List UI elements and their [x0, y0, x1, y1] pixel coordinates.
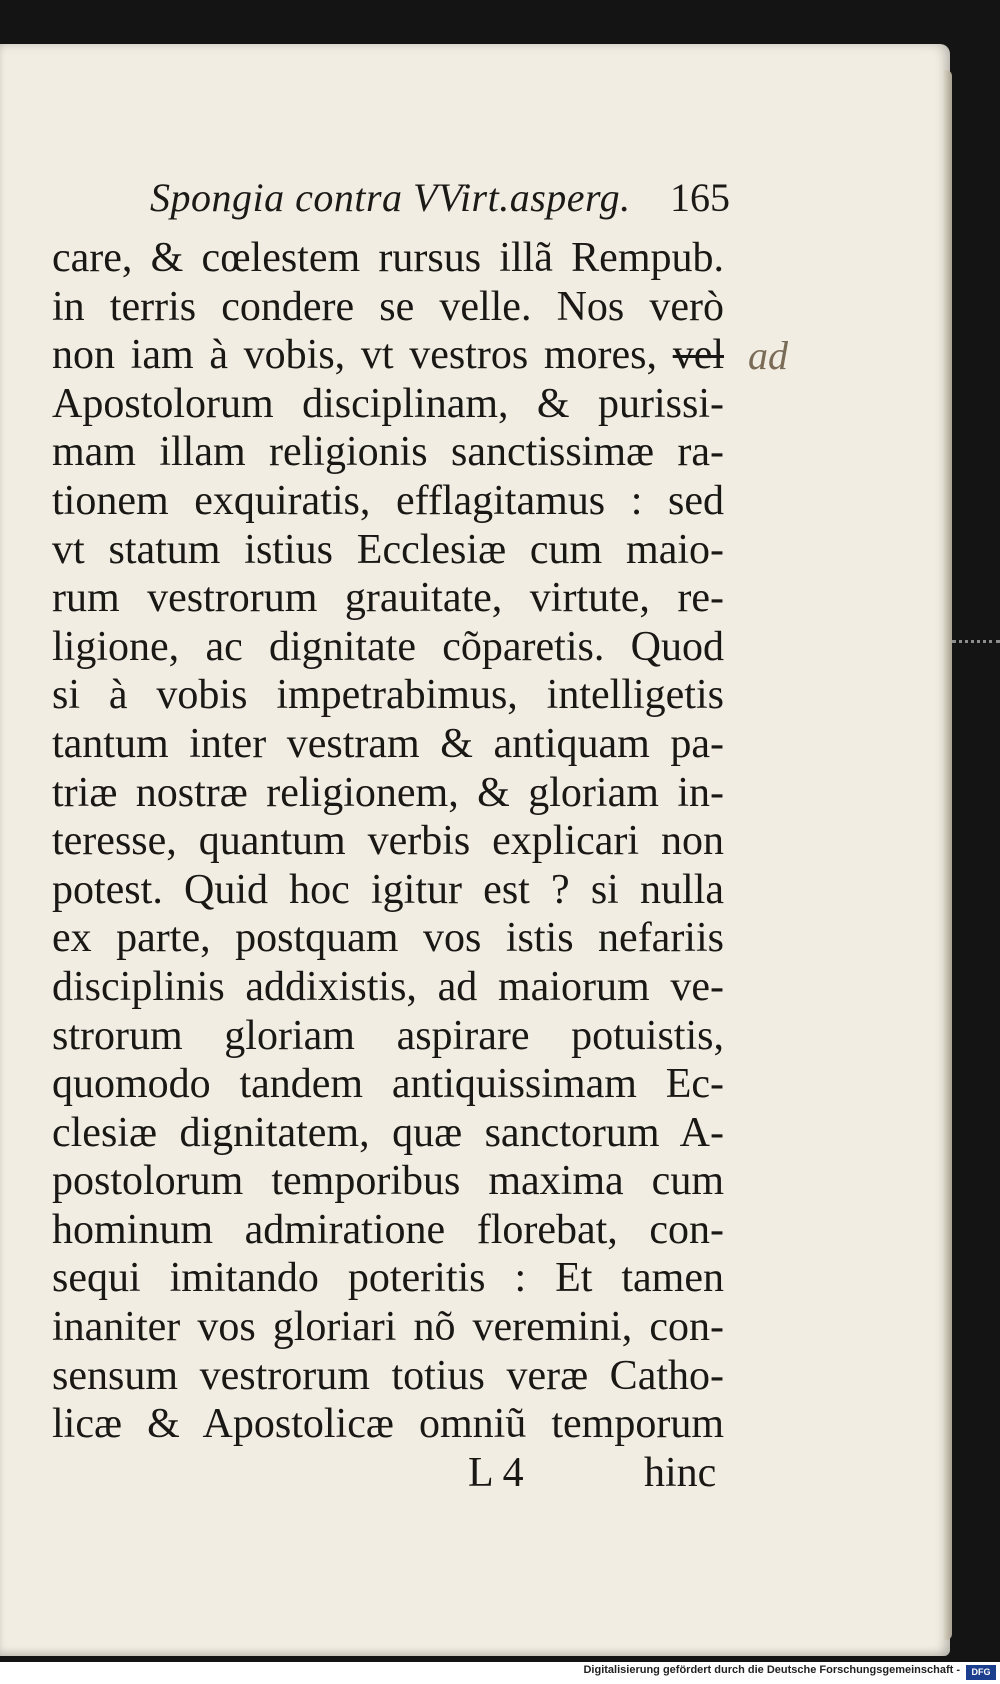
text-line: postolorum temporibus maxima cum	[52, 1158, 724, 1205]
text-line: in terris condere se velle. Nos verò	[52, 283, 724, 330]
text-line: vt statum istius Ecclesiæ cum maio-	[52, 526, 724, 573]
text-line: licæ & Apostolicæ omniũ temporum	[52, 1401, 724, 1448]
struck-word: vel	[672, 332, 725, 379]
catchword: hinc	[644, 1450, 717, 1496]
text-line: teresse, quantum verbis explicari non	[52, 818, 724, 865]
text-line: ligione, ac dignitate cõparetis. Quod	[52, 623, 724, 670]
text-line: quomodo tandem antiquissimam Ec-	[52, 1061, 724, 1108]
book-page	[0, 44, 950, 1656]
text-line: inaniter vos gloriari nõ veremini, con-	[52, 1304, 724, 1351]
text-line: sequi imitando poteritis : Et tamen	[52, 1255, 724, 1302]
text-line: mam illam religionis sanctissimæ ra-	[52, 429, 724, 476]
footer-credit: Digitalisierung gefördert durch die Deutsche Forschungsgemeinschaft -	[583, 1664, 960, 1676]
text-line: ex parte, postquam vos istis nefariis	[52, 915, 724, 962]
text-line: care, & cœlestem rursus illã Rempub.	[52, 235, 724, 281]
dfg-logo-icon: DFG	[966, 1665, 996, 1680]
page-number: 165	[670, 175, 730, 220]
running-head: Spongia contra VVirt.asperg.	[150, 175, 631, 220]
text-line: rum vestrorum grauitate, virtute, re-	[52, 575, 724, 622]
text-line: Apostolorum disciplinam, & purissi-	[52, 380, 724, 427]
text-line: tionem exquiratis, efflagitamus : sed	[52, 477, 724, 524]
text-line: triæ nostræ religionem, & gloriam in-	[52, 769, 724, 816]
signature-mark: L 4	[468, 1450, 524, 1496]
scan-dots	[952, 640, 1000, 651]
text-line: tantum inter vestram & antiquam pa-	[52, 720, 724, 767]
body-text	[52, 234, 724, 1449]
handwritten-marginal-note: ad	[748, 333, 788, 378]
text-line: clesiæ dignitatem, quæ sanctorum A-	[52, 1109, 724, 1156]
text-line: sensum vestrorum totius veræ Catho-	[52, 1352, 724, 1399]
page-header	[150, 174, 730, 230]
text-line: disciplinis addixistis, ad maiorum ve-	[52, 963, 724, 1010]
digitization-footer	[0, 1662, 1000, 1684]
text-line: potest. Quid hoc igitur est ? si nulla	[52, 866, 724, 913]
page-edge	[944, 70, 952, 1640]
text-line: strorum gloriam aspirare potuistis,	[52, 1012, 724, 1059]
text-line-content: non iam à vobis, vt vestros mores,	[52, 332, 658, 379]
text-line: hominum admiratione florebat, con-	[52, 1206, 724, 1253]
text-line	[52, 331, 724, 380]
text-line: si à vobis impetrabimus, intelligetis	[52, 672, 724, 719]
